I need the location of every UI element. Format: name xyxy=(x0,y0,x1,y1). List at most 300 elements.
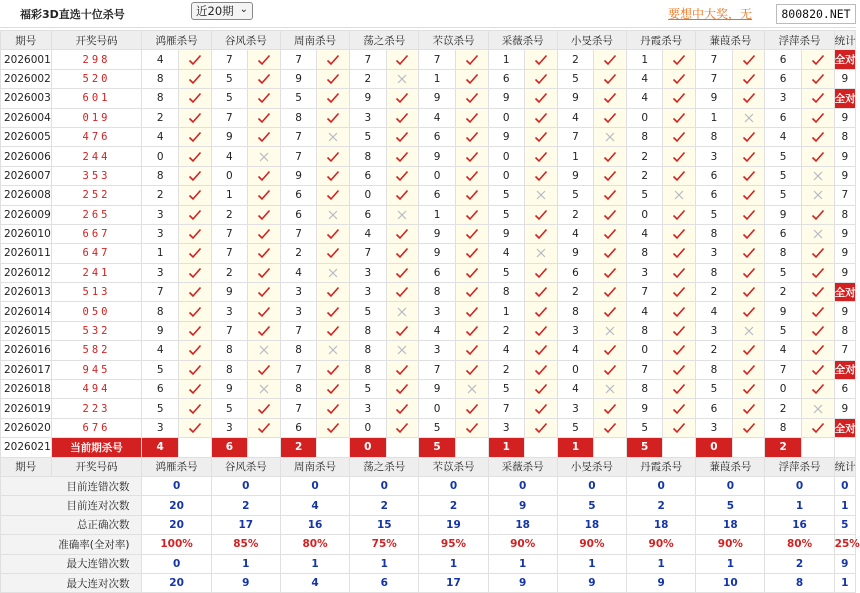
kill-number-cell: 4 xyxy=(696,302,732,321)
kill-number-cell: 2 xyxy=(280,244,316,263)
mark-cell xyxy=(663,263,696,282)
kill-number-cell: 2 xyxy=(557,50,593,69)
kill-number-cell: 3 xyxy=(350,399,386,418)
mark-cell xyxy=(248,399,281,418)
mark-cell xyxy=(732,418,765,437)
mark-cell xyxy=(386,224,419,243)
mark-cell xyxy=(801,380,834,399)
mark-cell xyxy=(524,341,557,360)
draw-number-cell: 265 xyxy=(51,205,142,224)
mark-cell xyxy=(594,127,627,146)
col-header-expert: 蒹葭杀号 xyxy=(696,457,765,476)
kill-number-cell: 6 xyxy=(696,399,732,418)
check-icon xyxy=(257,170,271,182)
summary-value: 1 xyxy=(350,554,419,573)
current-kill-label: 当前期杀号 xyxy=(51,438,142,457)
kill-number-cell: 8 xyxy=(765,418,801,437)
check-icon xyxy=(188,92,202,104)
empty-cell xyxy=(594,438,627,457)
mark-cell xyxy=(178,108,211,127)
summary-value: 20 xyxy=(142,573,211,592)
mark-cell xyxy=(663,147,696,166)
check-icon xyxy=(395,403,409,415)
check-icon xyxy=(811,112,825,124)
kill-number-cell: 7 xyxy=(280,147,316,166)
check-icon xyxy=(395,383,409,395)
empty-cell xyxy=(524,438,557,457)
col-header-expert: 丹霞杀号 xyxy=(627,457,696,476)
kill-number-cell: 9 xyxy=(488,224,524,243)
check-icon xyxy=(742,267,756,279)
mark-cell xyxy=(663,283,696,302)
mark-cell xyxy=(801,283,834,302)
kill-number-cell: 3 xyxy=(280,302,316,321)
kill-number-cell: 1 xyxy=(696,108,732,127)
check-icon xyxy=(534,422,548,434)
kill-number-cell: 3 xyxy=(419,302,455,321)
mark-cell xyxy=(594,205,627,224)
kill-number-cell: 8 xyxy=(557,302,593,321)
summary-value: 2 xyxy=(627,496,696,515)
kill-number-cell: 5 xyxy=(280,89,316,108)
check-icon xyxy=(326,189,340,201)
kill-number-cell: 8 xyxy=(350,360,386,379)
stat-cell: 7 xyxy=(834,341,855,360)
kill-number-cell: 7 xyxy=(211,224,247,243)
mark-cell xyxy=(317,283,350,302)
check-icon xyxy=(672,422,686,434)
mark-cell xyxy=(801,418,834,437)
mark-cell xyxy=(178,186,211,205)
cross-icon xyxy=(326,131,340,143)
kill-number-cell: 7 xyxy=(211,321,247,340)
kill-number-cell: 6 xyxy=(765,224,801,243)
kill-number-cell: 7 xyxy=(696,69,732,88)
check-icon xyxy=(465,209,479,221)
mark-cell xyxy=(317,89,350,108)
cross-icon xyxy=(534,189,548,201)
check-icon xyxy=(811,383,825,395)
kill-number-cell: 4 xyxy=(142,50,178,69)
check-icon xyxy=(603,189,617,201)
stat-cell: 全对 xyxy=(834,283,855,302)
check-icon xyxy=(465,267,479,279)
kill-number-cell: 5 xyxy=(350,302,386,321)
mark-cell xyxy=(732,302,765,321)
check-icon xyxy=(326,306,340,318)
kill-number-cell: 1 xyxy=(488,302,524,321)
kill-number-cell: 9 xyxy=(142,321,178,340)
summary-value: 25% xyxy=(834,535,855,554)
col-header-expert: 小旻杀号 xyxy=(557,457,626,476)
kill-number-cell: 1 xyxy=(419,205,455,224)
kill-number-cell: 5 xyxy=(557,69,593,88)
mark-cell xyxy=(317,50,350,69)
mark-cell xyxy=(317,263,350,282)
mark-cell xyxy=(663,341,696,360)
table-row xyxy=(1,321,856,340)
draw-number-cell: 582 xyxy=(51,341,142,360)
kill-number-cell: 7 xyxy=(557,127,593,146)
mark-cell xyxy=(248,263,281,282)
mark-cell xyxy=(386,166,419,185)
mark-cell xyxy=(248,244,281,263)
mark-cell xyxy=(594,50,627,69)
kill-number-cell: 4 xyxy=(419,321,455,340)
check-icon xyxy=(395,112,409,124)
check-icon xyxy=(188,228,202,240)
check-icon xyxy=(742,344,756,356)
mark-cell xyxy=(524,205,557,224)
kill-number-cell: 9 xyxy=(419,89,455,108)
summary-value: 10 xyxy=(696,573,765,592)
check-icon xyxy=(257,189,271,201)
mark-cell xyxy=(386,186,419,205)
check-icon xyxy=(603,92,617,104)
check-icon xyxy=(326,54,340,66)
check-icon xyxy=(603,170,617,182)
kill-number-cell: 7 xyxy=(350,50,386,69)
mark-cell xyxy=(317,69,350,88)
check-icon xyxy=(395,286,409,298)
kill-number-cell: 8 xyxy=(142,302,178,321)
kill-number-cell: 0 xyxy=(350,186,386,205)
kill-number-cell: 9 xyxy=(557,89,593,108)
mark-cell xyxy=(524,302,557,321)
mark-cell xyxy=(178,147,211,166)
mark-cell xyxy=(386,283,419,302)
summary-value: 1 xyxy=(557,554,626,573)
cross-icon xyxy=(395,306,409,318)
check-icon xyxy=(188,325,202,337)
mark-cell xyxy=(663,108,696,127)
kill-number-cell: 4 xyxy=(488,341,524,360)
check-icon xyxy=(465,151,479,163)
kill-number-cell: 7 xyxy=(280,50,316,69)
kill-number-cell: 3 xyxy=(142,418,178,437)
summary-value: 95% xyxy=(419,535,488,554)
check-icon xyxy=(326,73,340,85)
kill-number-cell: 7 xyxy=(211,50,247,69)
stat-cell: 8 xyxy=(834,127,855,146)
stat-cell: 9 xyxy=(834,244,855,263)
check-icon xyxy=(257,228,271,240)
check-icon xyxy=(465,131,479,143)
kill-number-cell: 5 xyxy=(627,186,663,205)
kill-number-cell: 5 xyxy=(557,418,593,437)
mark-cell xyxy=(317,224,350,243)
col-header-expert: 谷风杀号 xyxy=(211,457,280,476)
mark-cell xyxy=(178,321,211,340)
check-icon xyxy=(603,306,617,318)
kill-number-cell: 7 xyxy=(211,108,247,127)
mark-cell xyxy=(524,166,557,185)
summary-value: 100% xyxy=(142,535,211,554)
mark-cell xyxy=(732,263,765,282)
check-icon xyxy=(603,403,617,415)
mark-cell xyxy=(455,418,488,437)
check-icon xyxy=(534,325,548,337)
kill-number-cell: 5 xyxy=(765,321,801,340)
period-select-value: 近20期 xyxy=(196,4,234,18)
check-icon xyxy=(534,306,548,318)
check-icon xyxy=(395,422,409,434)
check-icon xyxy=(188,209,202,221)
kill-number-cell: 1 xyxy=(142,244,178,263)
draw-number-cell: 520 xyxy=(51,69,142,88)
summary-value: 9 xyxy=(834,554,855,573)
kill-number-cell: 2 xyxy=(350,69,386,88)
kill-number-cell: 4 xyxy=(557,380,593,399)
summary-value: 90% xyxy=(557,535,626,554)
kill-number-cell: 3 xyxy=(142,263,178,282)
kill-number-cell: 4 xyxy=(627,302,663,321)
check-icon xyxy=(395,228,409,240)
issue-cell: 2026013 xyxy=(1,283,52,302)
summary-value: 75% xyxy=(350,535,419,554)
current-kill-number: 6 xyxy=(211,438,247,457)
kill-number-cell: 5 xyxy=(350,127,386,146)
mark-cell xyxy=(732,321,765,340)
col-header-expert: 周南杀号 xyxy=(280,31,349,50)
kill-number-cell: 5 xyxy=(696,205,732,224)
col-header-expert: 浮萍杀号 xyxy=(765,31,834,50)
table-row xyxy=(1,380,856,399)
mark-cell xyxy=(178,418,211,437)
summary-label: 目前连对次数 xyxy=(1,496,142,515)
empty-cell xyxy=(801,438,834,457)
cross-icon xyxy=(534,247,548,259)
kill-number-cell: 9 xyxy=(280,69,316,88)
mark-cell xyxy=(594,108,627,127)
mark-cell xyxy=(801,205,834,224)
cross-icon xyxy=(603,383,617,395)
kill-number-cell: 5 xyxy=(557,186,593,205)
summary-value: 2 xyxy=(350,496,419,515)
check-icon xyxy=(465,325,479,337)
stat-cell: 9 xyxy=(834,147,855,166)
kill-number-cell: 6 xyxy=(419,263,455,282)
kill-number-cell: 8 xyxy=(627,380,663,399)
mark-cell xyxy=(663,399,696,418)
stat-cell: 全对 xyxy=(834,89,855,108)
mark-cell xyxy=(663,69,696,88)
issue-cell: 2026005 xyxy=(1,127,52,146)
issue-cell: 2026015 xyxy=(1,321,52,340)
summary-value: 90% xyxy=(488,535,557,554)
mark-cell xyxy=(732,360,765,379)
kill-number-cell: 4 xyxy=(627,69,663,88)
kill-number-cell: 1 xyxy=(211,186,247,205)
summary-value: 1 xyxy=(696,554,765,573)
cross-icon xyxy=(395,209,409,221)
check-icon xyxy=(811,92,825,104)
summary-label: 准确率(全对率) xyxy=(1,535,142,554)
cross-icon xyxy=(326,344,340,356)
check-icon xyxy=(672,209,686,221)
check-icon xyxy=(188,306,202,318)
cross-icon xyxy=(811,228,825,240)
check-icon xyxy=(811,344,825,356)
summary-label: 最大连错次数 xyxy=(1,554,142,573)
mark-cell xyxy=(663,205,696,224)
kill-number-cell: 0 xyxy=(488,108,524,127)
summary-value: 2 xyxy=(765,554,834,573)
check-icon xyxy=(534,170,548,182)
check-icon xyxy=(395,325,409,337)
issue-cell: 2026012 xyxy=(1,263,52,282)
page-title: 福彩3D直选十位杀号 xyxy=(20,8,125,21)
kill-number-cell: 9 xyxy=(419,380,455,399)
mark-cell xyxy=(594,89,627,108)
check-icon xyxy=(257,306,271,318)
check-icon xyxy=(742,54,756,66)
mark-cell xyxy=(524,224,557,243)
check-icon xyxy=(465,73,479,85)
draw-number-cell: 601 xyxy=(51,89,142,108)
kill-number-cell: 5 xyxy=(765,263,801,282)
kill-number-cell: 5 xyxy=(488,205,524,224)
kill-number-cell: 2 xyxy=(696,283,732,302)
check-icon xyxy=(672,54,686,66)
mark-cell xyxy=(455,399,488,418)
table-row xyxy=(1,127,856,146)
check-icon xyxy=(257,209,271,221)
kill-number-cell: 7 xyxy=(280,127,316,146)
summary-value: 5 xyxy=(834,515,855,534)
kill-number-cell: 3 xyxy=(627,263,663,282)
summary-row xyxy=(1,535,856,554)
summary-value: 0 xyxy=(488,476,557,495)
cross-icon xyxy=(811,403,825,415)
check-icon xyxy=(742,306,756,318)
summary-value: 9 xyxy=(211,573,280,592)
check-icon xyxy=(603,267,617,279)
cross-icon xyxy=(811,170,825,182)
mark-cell xyxy=(317,360,350,379)
draw-number-cell: 244 xyxy=(51,147,142,166)
kill-number-cell: 3 xyxy=(142,205,178,224)
check-icon xyxy=(257,364,271,376)
check-icon xyxy=(672,325,686,337)
check-icon xyxy=(811,151,825,163)
empty-cell xyxy=(317,438,350,457)
cross-icon xyxy=(326,209,340,221)
mark-cell xyxy=(524,147,557,166)
kill-number-cell: 8 xyxy=(696,263,732,282)
kill-number-cell: 5 xyxy=(488,380,524,399)
mark-cell xyxy=(524,108,557,127)
col-header-expert: 浮萍杀号 xyxy=(765,457,834,476)
kill-number-cell: 5 xyxy=(696,380,732,399)
mark-cell xyxy=(386,302,419,321)
check-icon xyxy=(534,267,548,279)
mark-cell xyxy=(317,399,350,418)
check-icon xyxy=(672,267,686,279)
kill-number-cell: 3 xyxy=(765,89,801,108)
mark-cell xyxy=(317,186,350,205)
mark-cell xyxy=(524,360,557,379)
mark-cell xyxy=(524,380,557,399)
issue-cell: 2026004 xyxy=(1,108,52,127)
check-icon xyxy=(672,112,686,124)
kill-number-cell: 8 xyxy=(627,244,663,263)
period-select[interactable] xyxy=(191,2,253,20)
summary-value: 85% xyxy=(211,535,280,554)
kill-number-cell: 8 xyxy=(211,360,247,379)
check-icon xyxy=(465,54,479,66)
summary-value: 15 xyxy=(350,515,419,534)
check-icon xyxy=(742,286,756,298)
mark-cell xyxy=(386,341,419,360)
check-icon xyxy=(534,54,548,66)
col-header-expert: 小旻杀号 xyxy=(557,31,626,50)
cross-icon xyxy=(811,189,825,201)
table-row xyxy=(1,263,856,282)
summary-value: 9 xyxy=(488,496,557,515)
kill-number-cell: 1 xyxy=(488,50,524,69)
kill-number-cell: 8 xyxy=(419,283,455,302)
col-header-issue: 期号 xyxy=(1,457,52,476)
check-icon xyxy=(603,422,617,434)
kill-number-cell: 0 xyxy=(419,399,455,418)
check-icon xyxy=(188,151,202,163)
mark-cell xyxy=(594,224,627,243)
kill-number-cell: 7 xyxy=(419,50,455,69)
check-icon xyxy=(188,112,202,124)
kill-number-cell: 9 xyxy=(696,89,732,108)
check-icon xyxy=(465,112,479,124)
check-icon xyxy=(465,286,479,298)
mark-cell xyxy=(524,283,557,302)
kill-number-cell: 3 xyxy=(557,321,593,340)
issue-cell: 2026003 xyxy=(1,89,52,108)
mark-cell xyxy=(248,89,281,108)
mark-cell xyxy=(732,127,765,146)
mark-cell xyxy=(455,89,488,108)
summary-value: 0 xyxy=(419,476,488,495)
check-icon xyxy=(672,364,686,376)
mark-cell xyxy=(594,380,627,399)
mark-cell xyxy=(801,147,834,166)
mark-cell xyxy=(386,244,419,263)
mark-cell xyxy=(248,127,281,146)
check-icon xyxy=(603,228,617,240)
mark-cell xyxy=(524,418,557,437)
mark-cell xyxy=(248,321,281,340)
kill-number-cell: 9 xyxy=(280,166,316,185)
mark-cell xyxy=(594,263,627,282)
kill-number-cell: 6 xyxy=(280,418,316,437)
mark-cell xyxy=(178,205,211,224)
issue-cell: 2026001 xyxy=(1,50,52,69)
mark-cell xyxy=(524,263,557,282)
check-icon xyxy=(257,112,271,124)
kill-number-cell: 9 xyxy=(557,166,593,185)
check-icon xyxy=(603,344,617,356)
summary-value: 0 xyxy=(280,476,349,495)
mark-cell xyxy=(663,166,696,185)
mark-cell xyxy=(178,244,211,263)
kill-number-cell: 0 xyxy=(557,360,593,379)
ad-link[interactable]: 要想中大奖，无 xyxy=(668,7,753,21)
table-row xyxy=(1,399,856,418)
summary-value: 0 xyxy=(142,476,211,495)
check-icon xyxy=(326,422,340,434)
mark-cell xyxy=(455,69,488,88)
check-icon xyxy=(465,247,479,259)
check-icon xyxy=(672,92,686,104)
